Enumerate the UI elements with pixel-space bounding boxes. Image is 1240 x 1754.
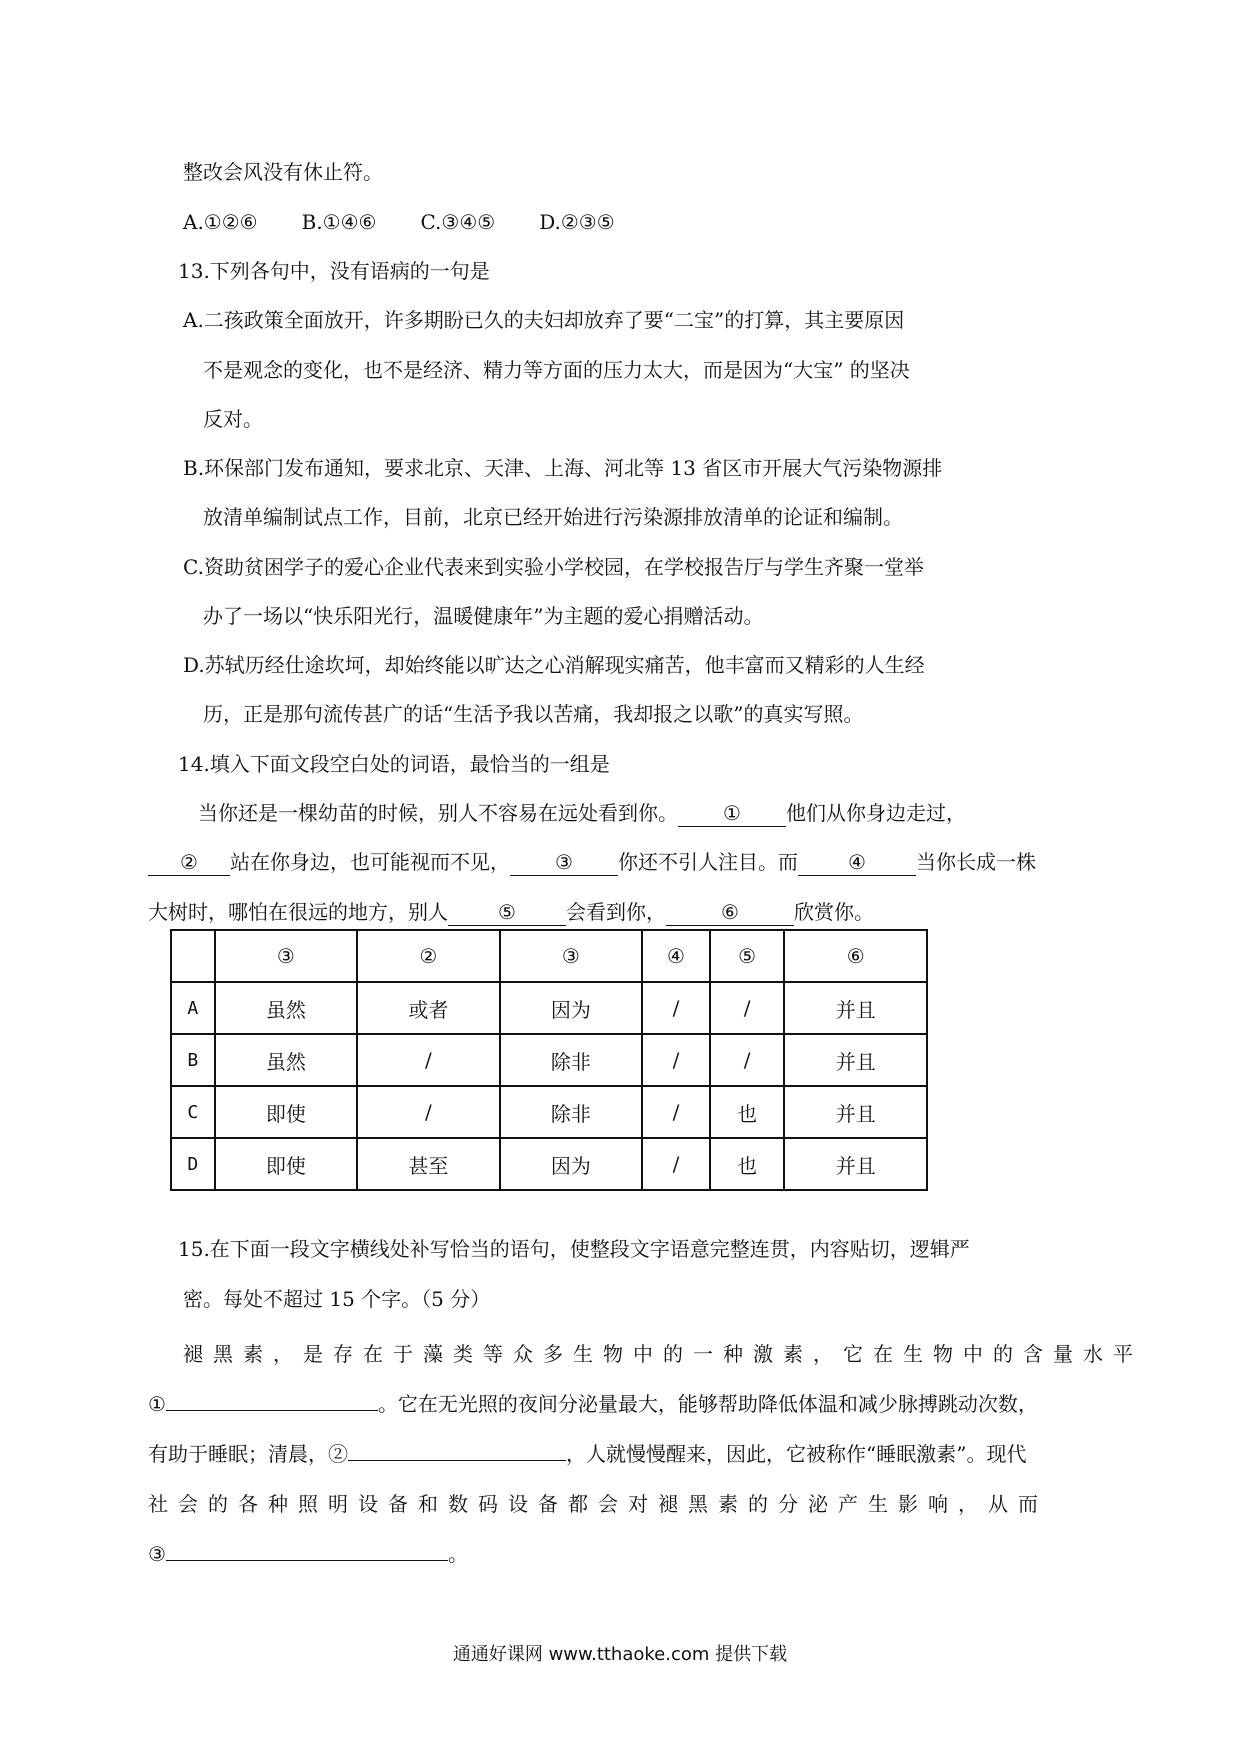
q13-option-a-line2: 不是观念的变化，也不是经济、精力等方面的压力太大，而是因为“大宝” 的坚决 [203,358,910,382]
q14-text: 站在你身边，也可能视而不见， [230,850,510,874]
table-cell: 除非 [500,1086,643,1138]
table-cell: 并且 [784,982,927,1034]
table-cell: 并且 [784,1034,927,1086]
q15-text: 有助于睡眠；清晨，② [148,1442,348,1466]
q13-stem: 13.下列各句中，没有语病的一句是 [178,259,490,283]
q14-blank-1: ① [678,800,786,827]
q12-option-b: B.①④⑥ [301,210,377,234]
q15-stem-line2: 密。每处不超过 15 个字。（5 分） [183,1287,491,1311]
q15-passage-line3 [148,1440,1026,1468]
q15-text: 。它在无光照的夜间分泌量最大，能够帮助降低体温和减少脉搏跳动次数， [377,1392,1038,1416]
table-row [171,1034,927,1086]
q12-option-a: A.①②⑥ [183,210,258,234]
table-cell: / [357,1086,500,1138]
q14-passage-line2 [148,848,1036,876]
q15-passage-line5 [148,1540,468,1568]
q14-text: 当你还是一棵幼苗的时候，别人不容易在远处看到你。 [198,801,678,825]
table-cell: / [642,1034,710,1086]
table-cell: 并且 [784,1086,927,1138]
table-cell: B [171,1034,215,1086]
q14-text: 会看到你， [566,900,666,924]
table-cell: 或者 [357,982,500,1034]
table-cell: D [171,1138,215,1190]
table-cell: 除非 [500,1034,643,1086]
q12-option-c: C.③④⑤ [420,210,496,234]
q14-blank-5: ⑤ [448,899,566,926]
table-cell: / [710,982,785,1034]
table-cell: A [171,982,215,1034]
table-cell: 并且 [784,1138,927,1190]
table-cell: / [710,1034,785,1086]
table-row [171,982,927,1034]
q14-text: 当你长成一株 [916,850,1036,874]
q13-option-a-line3: 反对。 [203,407,263,431]
q13-option-b-line2: 放清单编制试点工作，目前，北京已经开始进行污染源排放清单的论证和编制。 [203,505,903,529]
q14-text: 大树时，哪怕在很远的地方，别人 [148,900,448,924]
q15-blank-number: ① [148,1392,166,1416]
q14-word-table [170,929,928,1191]
table-cell: 也 [710,1138,785,1190]
q15-passage-line2 [148,1390,1038,1418]
table-cell: 也 [710,1086,785,1138]
q14-blank-2: ② [148,849,230,876]
q14-passage-line3 [148,898,874,926]
table-cell: 虽然 [215,1034,358,1086]
table-cell: ⑤ [710,930,785,982]
table-cell: / [642,1086,710,1138]
q14-text: 他们从你身边走过， [786,801,966,825]
table-cell: ② [357,930,500,982]
q13-option-d-line1: D.苏轼历经仕途坎坷，却始终能以旷达之心消解现实痛苦，他丰富而又精彩的人生经 [183,653,925,677]
table-cell: 因为 [500,982,643,1034]
q13-option-a-line1: A.二孩政策全面放开，许多期盼已久的夫妇却放弃了要“二宝”的打算，其主要原因 [183,308,905,332]
table-cell: 甚至 [357,1138,500,1190]
table-cell: ④ [642,930,710,982]
table-cell: 即使 [215,1086,358,1138]
q12-options [183,208,659,236]
table-cell: 虽然 [215,982,358,1034]
q14-blank-4: ④ [798,849,916,876]
q15-blank-3 [166,1560,448,1561]
q15-stem-line1: 15.在下面一段文字横线处补写恰当的语句，使整段文字语意完整连贯，内容贴切，逻辑严 [178,1237,970,1261]
q14-text: 你还不引人注目。而 [618,850,798,874]
q14-stem: 14.填入下面文段空白处的词语，最恰当的一组是 [178,752,610,776]
q14-blank-3: ③ [510,849,618,876]
table-cell: 因为 [500,1138,643,1190]
table-header-row [171,930,927,982]
table-cell: C [171,1086,215,1138]
q15-text: ，人就慢慢醒来，因此，它被称作“睡眠激素”。现代 [566,1442,1027,1466]
table-cell [171,930,215,982]
table-row [171,1086,927,1138]
q15-blank-1 [166,1410,378,1411]
q13-option-d-line2: 历，正是那句流传甚广的话“生活予我以苦痛，我却报之以歌”的真实写照。 [203,702,864,726]
footer-download-note: 通通好课网 www.tthaoke.com 提供下载 [452,1644,788,1665]
table-cell: ⑥ [784,930,927,982]
q13-option-b-line1: B.环保部门发布通知，要求北京、天津、上海、河北等 13 省区市开展大气污染物源排 [183,456,943,480]
table-cell: / [642,1138,710,1190]
table-cell: ③ [500,930,643,982]
q14-passage-line1 [198,799,966,827]
q15-passage-line1: 褪黑素，是存在于藻类等众多生物中的一种激素，它在生物中的含量水平 [183,1342,1143,1366]
q14-text: 欣赏你。 [794,900,874,924]
q15-blank-number: ③ [148,1542,166,1566]
table-cell: / [357,1034,500,1086]
q14-blank-6: ⑥ [666,899,794,926]
q12-tail: 整改会风没有休止符。 [183,160,383,184]
table-cell: 即使 [215,1138,358,1190]
table-cell: / [642,982,710,1034]
q15-passage-line4: 社会的各种照明设备和数码设备都会对褪黑素的分泌产生影响，从而 [148,1492,1048,1516]
q13-option-c-line2: 办了一场以“快乐阳光行，温暖健康年”为主题的爱心捐赠活动。 [203,604,764,628]
table-row [171,1138,927,1190]
table-cell: ③ [215,930,358,982]
q15-text: 。 [447,1542,468,1566]
q13-option-c-line1: C.资助贫困学子的爱心企业代表来到实验小学校园，在学校报告厅与学生齐聚一堂举 [183,555,924,579]
q15-blank-2 [348,1460,566,1461]
q12-option-d: D.②③⑤ [539,210,615,234]
